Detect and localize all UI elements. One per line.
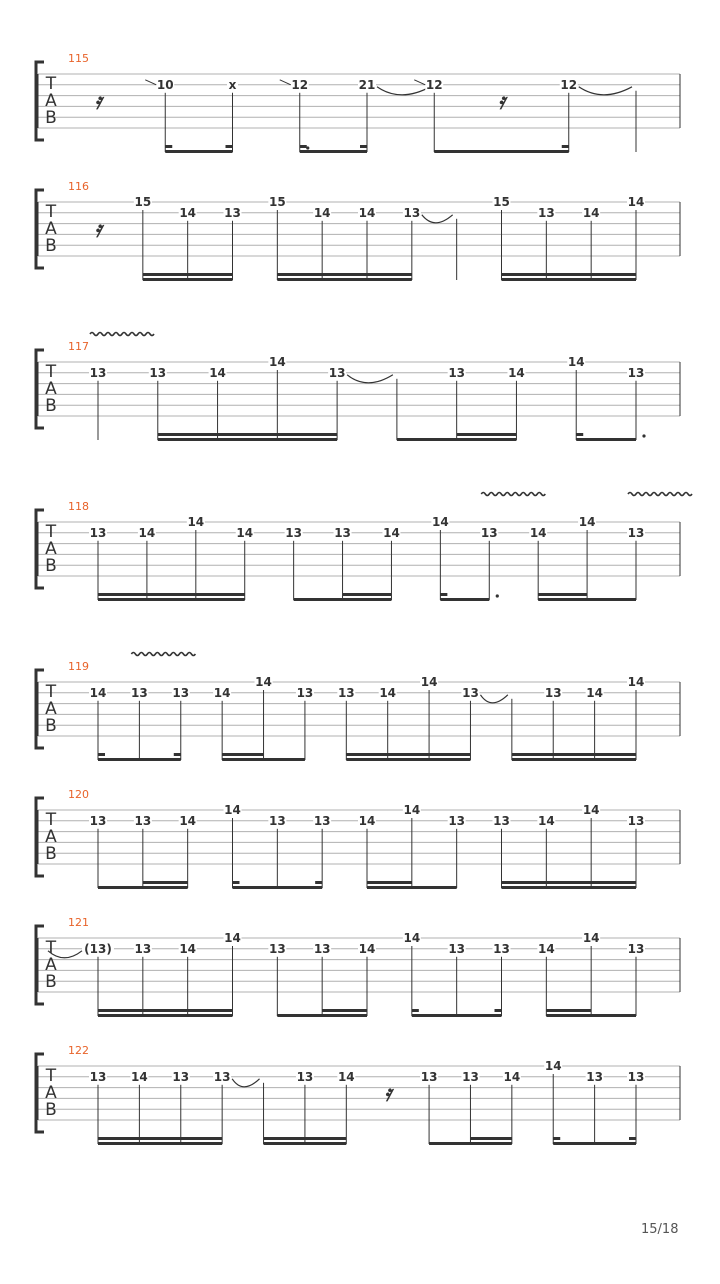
fret-number: 13 bbox=[134, 813, 152, 828]
primary-beam bbox=[440, 598, 489, 601]
fret-number: 15 bbox=[268, 195, 286, 209]
partial-beam bbox=[576, 433, 583, 436]
fret-number: 13 bbox=[493, 941, 510, 956]
secondary-beam bbox=[143, 273, 233, 276]
primary-beam bbox=[434, 150, 569, 153]
fret-number: 14 bbox=[236, 525, 254, 540]
primary-beam bbox=[277, 278, 412, 281]
fret-number: 13 bbox=[627, 525, 645, 540]
fret-number: 13 bbox=[448, 941, 466, 956]
fret-number: 14 bbox=[358, 813, 376, 828]
partial-beam bbox=[629, 1137, 636, 1140]
tab-clef-letter: A bbox=[45, 699, 57, 719]
measure-number: 118 bbox=[68, 500, 89, 513]
fret-number: 14 bbox=[268, 355, 286, 369]
tab-clef-letter: T bbox=[45, 682, 57, 702]
sixteenth-rest: 𝄿 bbox=[94, 89, 102, 115]
fret-number: 13 bbox=[448, 365, 466, 380]
fret-number: 14 bbox=[582, 931, 600, 945]
fret-number: 13 bbox=[328, 365, 346, 380]
tab-clef-letter: B bbox=[45, 972, 57, 992]
fret-number: 13 bbox=[268, 813, 286, 828]
tie-arc bbox=[347, 375, 393, 383]
fret-number: x bbox=[228, 77, 237, 92]
fret-number: 14 bbox=[209, 365, 226, 380]
fret-number: 14 bbox=[567, 355, 585, 369]
tab-clef-letter: B bbox=[45, 396, 57, 416]
partial-beam bbox=[562, 145, 569, 148]
tab-clef-letter: T bbox=[45, 74, 57, 94]
fret-number: 13 bbox=[462, 685, 479, 700]
primary-beam bbox=[233, 886, 323, 889]
fret-number: 13 bbox=[627, 1069, 645, 1084]
fret-number: 14 bbox=[383, 525, 400, 540]
primary-beam bbox=[98, 1142, 222, 1145]
primary-beam bbox=[397, 438, 517, 441]
partial-beam bbox=[412, 1009, 419, 1012]
tab-clef-letter: T bbox=[45, 362, 57, 382]
fret-number: 21 bbox=[358, 77, 376, 92]
tab-clef-letter: T bbox=[45, 522, 57, 542]
measure-number: 119 bbox=[68, 660, 89, 673]
primary-beam bbox=[576, 438, 636, 441]
tie-arc bbox=[480, 695, 507, 703]
fret-number: 13 bbox=[586, 1069, 603, 1084]
fret-number: 13 bbox=[89, 813, 107, 828]
fret-number: 12 bbox=[291, 77, 309, 92]
slide-mark bbox=[280, 80, 291, 85]
tab-clef-letter: A bbox=[45, 379, 57, 399]
fret-number: 13 bbox=[172, 1069, 190, 1084]
fret-number: (13) bbox=[84, 941, 112, 956]
primary-beam bbox=[502, 886, 637, 889]
vibrato-mark bbox=[131, 653, 195, 656]
fret-number: 13 bbox=[462, 1069, 479, 1084]
fret-number: 14 bbox=[337, 1069, 355, 1084]
primary-beam bbox=[538, 598, 636, 601]
fret-number: 14 bbox=[403, 931, 421, 945]
fret-number: 14 bbox=[213, 685, 231, 700]
secondary-beam bbox=[502, 881, 637, 884]
fret-number: 10 bbox=[156, 77, 174, 92]
tab-clef-letter: T bbox=[45, 1066, 57, 1086]
fret-number: 13 bbox=[448, 813, 466, 828]
tab-clef-letter: A bbox=[45, 955, 57, 975]
tab-clef-letter: T bbox=[45, 810, 57, 830]
primary-beam bbox=[98, 598, 245, 601]
fret-number: 14 bbox=[179, 813, 197, 828]
fret-number: 14 bbox=[224, 931, 241, 945]
secondary-beam bbox=[98, 593, 245, 596]
partial-beam bbox=[315, 881, 322, 884]
fret-number: 13 bbox=[89, 1069, 107, 1084]
tab-clef-letter: A bbox=[45, 219, 57, 239]
fret-number: 14 bbox=[187, 515, 205, 529]
secondary-beam bbox=[98, 1009, 233, 1012]
sixteenth-rest: 𝄿 bbox=[384, 1081, 392, 1107]
partial-beam bbox=[165, 145, 172, 148]
tab-clef-letter: A bbox=[45, 1083, 57, 1103]
fret-number: 14 bbox=[529, 525, 547, 540]
fret-number: 13 bbox=[213, 1069, 231, 1084]
fret-number: 13 bbox=[89, 525, 107, 540]
fret-number: 13 bbox=[403, 205, 421, 220]
fret-number: 13 bbox=[480, 525, 498, 540]
tie-arc bbox=[579, 87, 632, 95]
fret-number: 13 bbox=[296, 1069, 314, 1084]
primary-beam bbox=[300, 150, 367, 153]
primary-beam bbox=[264, 1142, 347, 1145]
vibrato-mark bbox=[628, 493, 692, 496]
primary-beam bbox=[98, 758, 181, 761]
secondary-beam bbox=[277, 273, 412, 276]
secondary-beam bbox=[470, 1137, 511, 1140]
measure-number: 116 bbox=[68, 180, 89, 193]
primary-beam bbox=[429, 1142, 512, 1145]
fret-number: 13 bbox=[172, 685, 190, 700]
fret-number: 13 bbox=[337, 685, 355, 700]
measure-number: 120 bbox=[68, 788, 89, 801]
fret-number: 14 bbox=[89, 685, 107, 700]
partial-beam bbox=[174, 753, 181, 756]
secondary-beam bbox=[343, 593, 392, 596]
page-number: 15/18 bbox=[641, 1222, 679, 1237]
fret-number: 14 bbox=[420, 675, 438, 689]
fret-number: 14 bbox=[432, 515, 449, 529]
slide-mark bbox=[414, 80, 425, 85]
fret-number: 14 bbox=[578, 515, 596, 529]
fret-number: 14 bbox=[582, 205, 600, 220]
secondary-beam bbox=[367, 881, 412, 884]
secondary-beam bbox=[322, 1009, 367, 1012]
sixteenth-rest: 𝄿 bbox=[94, 217, 102, 243]
secondary-beam bbox=[346, 753, 470, 756]
fret-number: 13 bbox=[285, 525, 302, 540]
fret-number: 15 bbox=[493, 195, 510, 209]
partial-beam bbox=[226, 145, 233, 148]
primary-beam bbox=[98, 1014, 233, 1017]
rhythm-dot bbox=[642, 434, 645, 437]
secondary-beam bbox=[143, 881, 188, 884]
fret-number: 13 bbox=[627, 365, 645, 380]
secondary-beam bbox=[512, 753, 636, 756]
fret-number: 13 bbox=[313, 813, 331, 828]
fret-number: 13 bbox=[420, 1069, 438, 1084]
fret-number: 14 bbox=[358, 941, 376, 956]
fret-number: 13 bbox=[627, 813, 645, 828]
partial-beam bbox=[233, 881, 240, 884]
fret-number: 13 bbox=[334, 525, 351, 540]
fret-number: 13 bbox=[544, 685, 562, 700]
tie-arc bbox=[232, 1079, 259, 1087]
primary-beam bbox=[143, 278, 233, 281]
secondary-beam bbox=[222, 753, 263, 756]
secondary-beam bbox=[264, 1137, 347, 1140]
fret-number: 14 bbox=[179, 205, 197, 220]
partial-beam bbox=[440, 593, 447, 596]
fret-number: 13 bbox=[296, 685, 314, 700]
fret-number: 13 bbox=[89, 365, 107, 380]
primary-beam bbox=[346, 758, 470, 761]
fret-number: 14 bbox=[537, 813, 555, 828]
fret-number: 13 bbox=[268, 941, 286, 956]
measure-number: 115 bbox=[68, 52, 89, 65]
tie-arc bbox=[377, 87, 430, 95]
fret-number: 14 bbox=[627, 195, 645, 209]
fret-number: 14 bbox=[537, 941, 555, 956]
sixteenth-rest: 𝄿 bbox=[498, 89, 505, 115]
partial-beam bbox=[98, 753, 105, 756]
tab-clef-letter: A bbox=[45, 539, 57, 559]
vibrato-mark bbox=[481, 493, 545, 496]
fret-number: 13 bbox=[493, 813, 510, 828]
fret-number: 14 bbox=[627, 675, 645, 689]
fret-number: 14 bbox=[358, 205, 376, 220]
fret-number: 15 bbox=[134, 195, 152, 209]
fret-number: 14 bbox=[313, 205, 331, 220]
fret-number: 13 bbox=[224, 205, 241, 220]
primary-beam bbox=[294, 598, 392, 601]
primary-beam bbox=[367, 886, 457, 889]
secondary-beam bbox=[158, 433, 337, 436]
primary-beam bbox=[502, 278, 637, 281]
fret-number: 13 bbox=[149, 365, 167, 380]
tab-clef-letter: B bbox=[45, 556, 57, 576]
measure-number: 117 bbox=[68, 340, 89, 353]
tab-clef-letter: B bbox=[45, 108, 57, 128]
fret-number: 14 bbox=[255, 675, 272, 689]
partial-beam bbox=[553, 1137, 560, 1140]
secondary-beam bbox=[98, 1137, 222, 1140]
fret-number: 14 bbox=[224, 803, 241, 817]
primary-beam bbox=[165, 150, 232, 153]
primary-beam bbox=[158, 438, 337, 441]
fret-number: 14 bbox=[138, 525, 156, 540]
partial-beam bbox=[300, 145, 307, 148]
fret-number: 12 bbox=[560, 77, 578, 92]
fret-number: 13 bbox=[131, 685, 148, 700]
secondary-beam bbox=[538, 593, 587, 596]
primary-beam bbox=[98, 886, 188, 889]
fret-number: 14 bbox=[503, 1069, 521, 1084]
fret-number: 14 bbox=[131, 1069, 148, 1084]
fret-number: 14 bbox=[403, 803, 421, 817]
primary-beam bbox=[512, 758, 636, 761]
fret-number: 13 bbox=[313, 941, 331, 956]
fret-number: 13 bbox=[134, 941, 152, 956]
tab-clef-letter: B bbox=[45, 716, 57, 736]
fret-number: 14 bbox=[586, 685, 603, 700]
primary-beam bbox=[546, 1014, 636, 1017]
fret-number: 12 bbox=[425, 77, 443, 92]
fret-number: 14 bbox=[379, 685, 397, 700]
tab-clef-letter: A bbox=[45, 827, 57, 847]
primary-beam bbox=[412, 1014, 502, 1017]
fret-number: 14 bbox=[582, 803, 600, 817]
tab-clef-letter: A bbox=[45, 91, 57, 111]
partial-beam bbox=[360, 145, 367, 148]
tab-clef-letter: B bbox=[45, 236, 57, 256]
tab-clef-letter: T bbox=[45, 938, 57, 958]
secondary-beam bbox=[502, 273, 637, 276]
primary-beam bbox=[553, 1142, 636, 1145]
fret-number: 14 bbox=[179, 941, 197, 956]
tie-arc bbox=[422, 215, 453, 223]
fret-number: 14 bbox=[508, 365, 525, 380]
secondary-beam bbox=[457, 433, 517, 436]
slide-mark bbox=[145, 80, 156, 85]
fret-number: 13 bbox=[627, 941, 645, 956]
fret-number: 14 bbox=[544, 1059, 562, 1073]
tab-clef-letter: B bbox=[45, 844, 57, 864]
vibrato-mark bbox=[90, 333, 154, 336]
measure-number: 121 bbox=[68, 916, 89, 929]
primary-beam bbox=[222, 758, 305, 761]
secondary-beam bbox=[546, 1009, 591, 1012]
primary-beam bbox=[277, 1014, 367, 1017]
partial-beam bbox=[495, 1009, 502, 1012]
measure-number: 122 bbox=[68, 1044, 89, 1057]
fret-number: 13 bbox=[537, 205, 555, 220]
tab-clef-letter: T bbox=[45, 202, 57, 222]
rhythm-dot bbox=[496, 594, 499, 597]
tab-clef-letter: B bbox=[45, 1100, 57, 1120]
